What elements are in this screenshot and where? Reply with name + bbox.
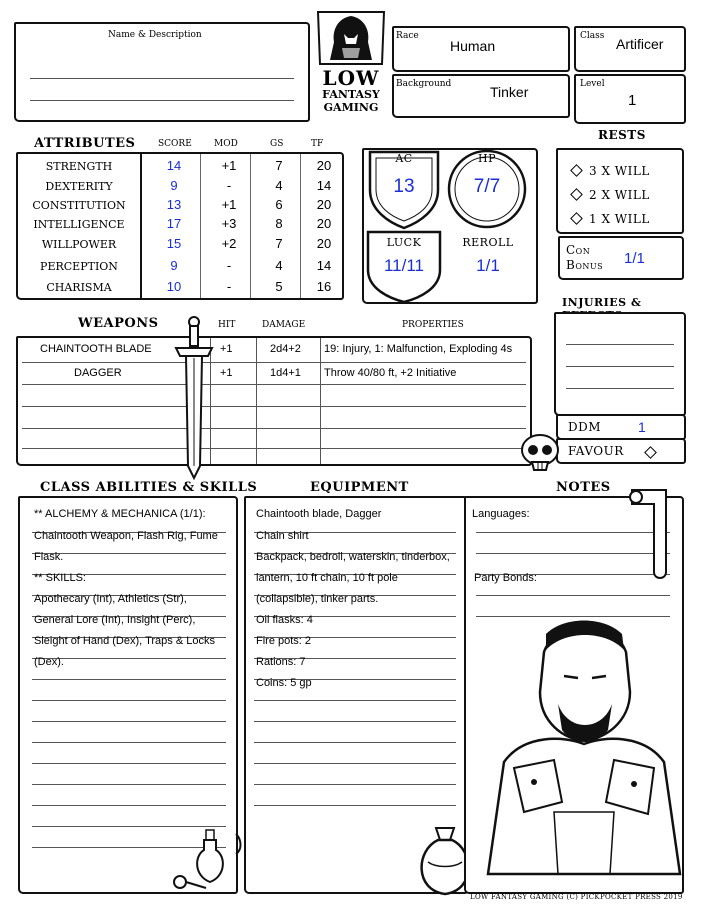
injuries-box[interactable] xyxy=(554,312,686,416)
potion-keys-icon xyxy=(166,826,246,898)
attr-name: INTELLIGENCE xyxy=(33,218,125,231)
ability-line: Chaintooth Weapon, Flash Rig, Fume xyxy=(34,530,218,542)
race-value: Human xyxy=(450,38,496,54)
attr-score[interactable]: 17 xyxy=(166,216,182,231)
ability-line: General Lore (Int), Insight (Perc), xyxy=(34,614,196,626)
ability-line: ** ALCHEMY & MECHANICA (1/1): xyxy=(34,508,206,520)
background-value: Tinker xyxy=(490,84,529,100)
equipment-line: Oil flasks: 4 xyxy=(256,614,313,626)
sword-icon xyxy=(174,316,214,480)
attr-gs[interactable]: 8 xyxy=(275,216,283,231)
rests-box xyxy=(556,148,684,234)
attr-name: DEXTERITY xyxy=(45,180,113,193)
attr-mod[interactable]: - xyxy=(226,279,232,294)
attr-score[interactable]: 14 xyxy=(166,158,182,173)
diamond-checkbox-icon[interactable] xyxy=(644,446,657,459)
level-box[interactable] xyxy=(574,74,686,124)
attr-mod[interactable]: +1 xyxy=(221,158,237,173)
luck-value[interactable]: 11/11 xyxy=(383,256,425,275)
logo-line-3: GAMING xyxy=(323,101,379,114)
attr-tf[interactable]: 16 xyxy=(316,279,332,294)
attr-gs[interactable]: 7 xyxy=(275,158,283,173)
attr-score[interactable]: 9 xyxy=(170,178,178,193)
rest-option-label: 3 X WILL xyxy=(589,164,650,178)
ability-line: Sleight of Hand (Dex), Traps & Locks xyxy=(34,635,215,647)
equipment-line: (collapsible), tinker parts. xyxy=(256,593,379,605)
name-description-box[interactable] xyxy=(14,22,310,122)
logo xyxy=(312,8,390,118)
weapon-damage: 2d4+2 xyxy=(270,343,301,355)
diamond-checkbox-icon[interactable] xyxy=(570,164,583,177)
weapons-title: WEAPONS xyxy=(78,316,159,331)
con-bonus-box xyxy=(558,236,684,280)
diamond-checkbox-icon[interactable] xyxy=(570,188,583,201)
attr-row-dexterity xyxy=(20,178,340,197)
weapon-col-hit: HIT xyxy=(218,320,236,330)
notes-title: NOTES xyxy=(556,480,611,495)
attr-mod[interactable]: - xyxy=(226,258,232,273)
ability-line: Apothecary (Int), Athletics (Str), xyxy=(34,593,187,605)
logo-line-2: FANTASY xyxy=(322,88,380,101)
ddm-value[interactable]: 1 xyxy=(638,419,646,435)
con-bonus-label: Con Bonus xyxy=(566,243,604,272)
weapon-properties: Throw 40/80 ft, +2 Initiative xyxy=(324,367,457,379)
weapon-damage: 1d4+1 xyxy=(270,367,301,379)
attr-score[interactable]: 9 xyxy=(170,258,178,273)
party-bonds-label: Party Bonds: xyxy=(474,572,537,584)
attr-row-strength xyxy=(20,158,340,177)
attr-gs[interactable]: 5 xyxy=(275,279,283,294)
reroll-value[interactable]: 1/1 xyxy=(476,256,500,275)
attr-tf[interactable]: 20 xyxy=(316,216,332,231)
warrior-portrait-icon xyxy=(484,612,684,880)
attr-tf[interactable]: 20 xyxy=(316,197,332,212)
attr-row-constitution xyxy=(20,197,340,216)
attr-tf[interactable]: 20 xyxy=(316,236,332,251)
attr-gs[interactable]: 4 xyxy=(275,258,283,273)
attr-gs[interactable]: 6 xyxy=(275,197,283,212)
level-value: 1 xyxy=(628,92,637,109)
ability-line: (Dex). xyxy=(34,656,64,668)
attr-col-gs: GS xyxy=(270,139,284,149)
attr-gs[interactable]: 7 xyxy=(275,236,283,251)
attr-name: WILLPOWER xyxy=(41,238,117,251)
logo-line-1: LOW xyxy=(322,66,380,90)
ac-value[interactable]: 13 xyxy=(393,176,415,197)
reroll-label: REROLL xyxy=(462,236,514,249)
background-box[interactable] xyxy=(392,74,570,118)
rest-option-3[interactable] xyxy=(572,164,650,178)
attr-mod[interactable]: +2 xyxy=(221,236,237,251)
level-label: Level xyxy=(580,79,605,89)
attr-score[interactable]: 10 xyxy=(166,279,182,294)
scroll-icon xyxy=(624,484,674,584)
equipment-title: EQUIPMENT xyxy=(310,480,409,495)
weapon-properties: 19: Injury, 1: Malfunction, Exploding 4s xyxy=(324,343,513,355)
weapon-row[interactable] xyxy=(20,343,530,365)
race-box[interactable] xyxy=(392,26,570,72)
hp-label: HP xyxy=(478,152,496,165)
diamond-checkbox-icon[interactable] xyxy=(570,212,583,225)
weapon-row[interactable] xyxy=(20,367,530,389)
rest-option-label: 2 X WILL xyxy=(589,188,650,202)
favour-box xyxy=(556,438,686,464)
attr-tf[interactable]: 14 xyxy=(316,178,332,193)
name-description-label: Name & Description xyxy=(108,30,202,40)
attr-score[interactable]: 15 xyxy=(166,236,182,251)
attr-gs[interactable]: 4 xyxy=(275,178,283,193)
attr-name: PERCEPTION xyxy=(40,260,118,273)
con-bonus-value[interactable]: 1/1 xyxy=(624,250,645,267)
attr-col-score: SCORE xyxy=(158,139,192,149)
languages-label: Languages: xyxy=(472,508,530,520)
equipment-line: lantern, 10 ft chain, 10 ft pole xyxy=(256,572,398,584)
ac-label: AC xyxy=(395,152,413,165)
hooded-figure-icon xyxy=(312,8,390,68)
attr-row-charisma xyxy=(20,279,340,298)
weapon-name: CHAINTOOTH BLADE xyxy=(40,343,152,355)
attr-tf[interactable]: 14 xyxy=(316,258,332,273)
weapon-col-damage: DAMAGE xyxy=(262,320,306,330)
attributes-title: ATTRIBUTES xyxy=(34,136,136,151)
attr-row-willpower xyxy=(20,236,340,255)
rests-title: RESTS xyxy=(598,128,646,142)
attr-mod[interactable]: - xyxy=(226,178,232,193)
abilities-title: CLASS ABILITIES & SKILLS xyxy=(40,480,258,495)
attr-mod[interactable]: +1 xyxy=(221,197,237,212)
injuries-title: INJURIES & xyxy=(562,296,642,309)
background-label: Background xyxy=(396,79,452,89)
favour-label: FAVOUR xyxy=(568,444,624,458)
class-label: Class xyxy=(580,31,605,41)
ddm-box xyxy=(556,414,686,440)
attr-tf[interactable]: 20 xyxy=(316,158,332,173)
class-box[interactable] xyxy=(574,26,686,72)
ability-line: Flask. xyxy=(34,551,64,563)
attr-name: STRENGTH xyxy=(45,160,113,173)
rest-option-1[interactable] xyxy=(572,212,650,226)
weapon-hit: +1 xyxy=(220,343,233,355)
rest-option-2[interactable] xyxy=(572,188,650,202)
attr-row-perception xyxy=(20,258,340,277)
race-label: Race xyxy=(396,31,419,41)
weapon-name: DAGGER xyxy=(74,367,122,379)
attr-col-mod: MOD xyxy=(214,139,238,149)
ability-line: ** SKILLS: xyxy=(34,572,86,584)
equipment-line: Coins: 5 gp xyxy=(256,677,312,689)
attr-row-intelligence xyxy=(20,216,340,235)
equipment-line: Fire pots: 2 xyxy=(256,635,312,647)
equipment-line: Chain shirt xyxy=(256,530,309,542)
ddm-label: DDM xyxy=(568,420,602,434)
luck-label: LUCK xyxy=(386,236,422,249)
rest-option-label: 1 X WILL xyxy=(589,212,650,226)
attr-mod[interactable]: +3 xyxy=(221,216,237,231)
equipment-line: Chaintooth blade, Dagger xyxy=(256,508,382,520)
attr-col-tf: TF xyxy=(311,139,324,149)
weapon-hit: +1 xyxy=(220,367,233,379)
hp-value[interactable]: 7/7 xyxy=(473,176,501,197)
skull-icon xyxy=(516,432,564,472)
attr-score[interactable]: 13 xyxy=(166,197,182,212)
attr-name: CONSTITUTION xyxy=(32,199,126,212)
weapon-col-properties: PROPERTIES xyxy=(402,320,464,330)
equipment-line: Rations: 7 xyxy=(256,656,306,668)
attr-name: CHARISMA xyxy=(46,281,112,294)
equipment-line: Backpack, bedroll, waterskin, tinderbox, xyxy=(256,551,450,563)
class-value: Artificer xyxy=(616,36,664,52)
footer-copyright: LOW FANTASY GAMING (C) PICKPOCKET PRESS 2019 xyxy=(470,893,683,901)
